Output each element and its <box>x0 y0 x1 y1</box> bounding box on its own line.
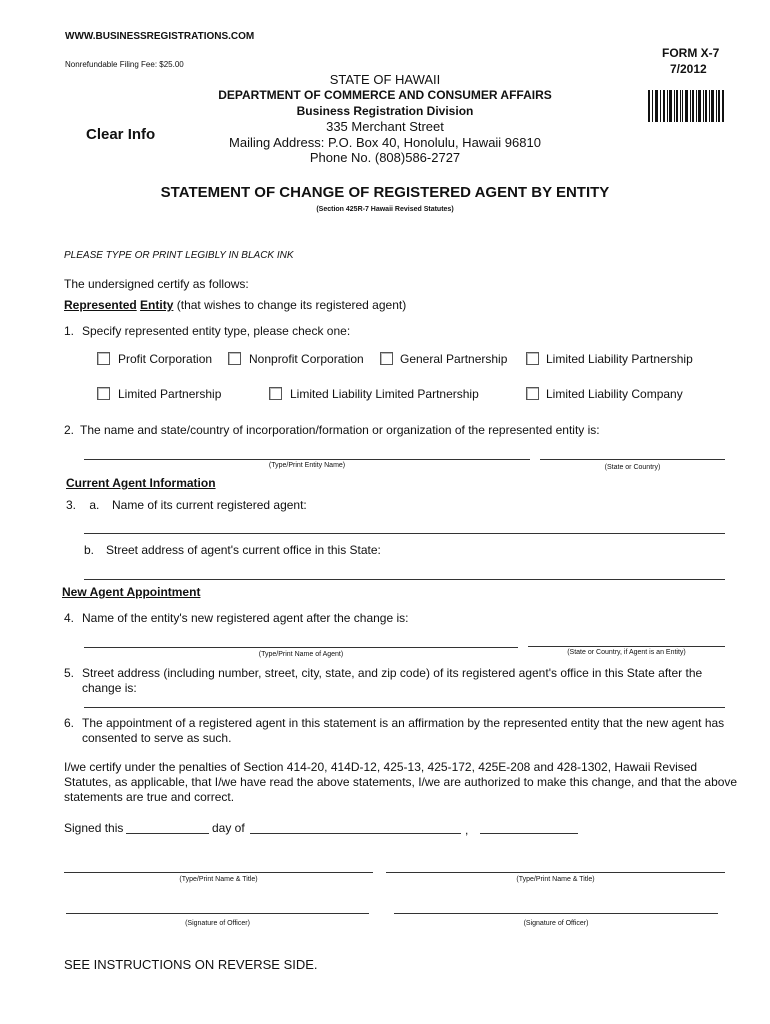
agency-department: DEPARTMENT OF COMMERCE AND CONSUMER AFFAIRS <box>218 88 552 102</box>
checkbox-limited-partnership[interactable] <box>97 387 110 400</box>
q3a-text: Name of its current registered agent: <box>112 498 307 512</box>
label-limited-partnership: Limited Partnership <box>118 387 222 401</box>
new-agent-name-caption: (Type/Print Name of Agent) <box>258 651 344 658</box>
agency-division: Business Registration Division <box>296 104 474 118</box>
form-date: 7/2012 <box>670 62 707 76</box>
website-url[interactable]: WWW.BUSINESSREGISTRATIONS.COM <box>65 31 255 42</box>
represented-entity-heading <box>64 298 406 312</box>
officer2-signature-caption: (Signature of Officer) <box>523 920 589 927</box>
agency-mailing-address: Mailing Address: P.O. Box 40, Honolulu, Hawaii 96810 <box>229 135 541 150</box>
agency-street: 335 Merchant Street <box>326 119 444 134</box>
entity-state-field[interactable] <box>540 459 725 460</box>
instructions-text: PLEASE TYPE OR PRINT LEGIBLY IN BLACK INK <box>64 250 294 261</box>
checkbox-limited-liability-limited-partnership[interactable] <box>269 387 282 400</box>
form-number: FORM X-7 <box>662 46 720 60</box>
q5-text-line1: Street address (including number, street, city, state, and zip code) of its registered agent's office in this State after the <box>82 666 703 680</box>
current-agent-address-field[interactable] <box>84 579 725 580</box>
officer1-signature-field[interactable] <box>66 913 369 914</box>
officer2-name-title-field[interactable] <box>386 872 725 873</box>
agency-phone: Phone No. (808)586-2727 <box>309 150 461 165</box>
q5-number: 5. <box>64 666 75 680</box>
certification-line3: statements are true and correct. <box>64 790 235 804</box>
label-general-partnership: General Partnership <box>400 352 508 366</box>
q1-number: 1. <box>64 324 75 338</box>
officer2-signature-field[interactable] <box>394 913 718 914</box>
officer2-name-title-caption: (Type/Print Name & Title) <box>516 876 595 883</box>
label-limited-liability-partnership: Limited Liability Partnership <box>546 352 693 366</box>
form-subtitle: (Section 425R-7 Hawaii Revised Statutes) <box>316 206 454 213</box>
new-agent-name-field[interactable] <box>84 647 518 648</box>
day-of-label: day of <box>212 821 245 835</box>
q4-text: Name of the entity's new registered agent after the change is: <box>82 611 409 625</box>
checkbox-profit-corporation[interactable] <box>97 352 110 365</box>
entity-name-field[interactable] <box>84 459 530 460</box>
checkbox-general-partnership[interactable] <box>380 352 393 365</box>
checkbox-limited-liability-partnership[interactable] <box>526 352 539 365</box>
officer1-name-title-field[interactable] <box>64 872 373 873</box>
certification-line1: I/we certify under the penalties of Section 414-20, 414D-12, 425-13, 425-172, 425E-208 and 428-1302, Hawaii Revised <box>64 760 698 774</box>
represented-heading-note: (that wishes to change its registered agent) <box>176 298 407 312</box>
signed-this-label: Signed this <box>64 821 124 835</box>
barcode-image <box>648 90 724 122</box>
entity-heading-word: Entity <box>140 298 174 312</box>
q3b-number: b. <box>84 543 95 557</box>
represented-heading-word: Represented <box>64 298 137 312</box>
q4-number: 4. <box>64 611 75 625</box>
clear-info-button[interactable]: Clear Info <box>86 126 156 143</box>
entity-state-caption: (State or Country) <box>604 464 661 471</box>
certify-intro: The undersigned certify as follows: <box>64 277 249 291</box>
entity-name-caption: (Type/Print Entity Name) <box>268 462 346 469</box>
q6-text-line1: The appointment of a registered agent in this statement is an affirmation by the represented entity that the new agent has <box>82 716 725 730</box>
signed-year-field[interactable] <box>480 833 578 834</box>
officer1-signature-caption: (Signature of Officer) <box>185 920 250 927</box>
agency-state: STATE OF HAWAII <box>329 72 441 87</box>
label-profit-corporation: Profit Corporation <box>118 352 213 366</box>
current-agent-heading: Current Agent Information <box>66 476 216 490</box>
signed-month-field[interactable] <box>250 833 461 834</box>
label-limited-liability-company: Limited Liability Company <box>546 387 683 401</box>
signed-day-field[interactable] <box>126 833 209 834</box>
new-agent-state-caption: (State or Country, if Agent is an Entity) <box>567 649 686 656</box>
form-title: STATEMENT OF CHANGE OF REGISTERED AGENT BY ENTITY <box>160 184 610 201</box>
checkbox-nonprofit-corporation[interactable] <box>228 352 241 365</box>
q2-text: The name and state/country of incorporation/formation or organization of the represented entity is: <box>80 423 600 437</box>
officer1-name-title-caption: (Type/Print Name & Title) <box>179 876 258 883</box>
new-agent-address-field[interactable] <box>84 707 725 708</box>
label-limited-liability-limited-partnership: Limited Liability Limited Partnership <box>290 387 479 401</box>
see-instructions-footer: SEE INSTRUCTIONS ON REVERSE SIDE. <box>64 957 318 972</box>
q3a-number: 3. a. <box>66 498 100 512</box>
signed-comma: , <box>465 823 469 837</box>
current-agent-name-field[interactable] <box>84 533 725 534</box>
q5-text-line2: change is: <box>82 681 137 695</box>
label-nonprofit-corporation: Nonprofit Corporation <box>249 352 364 366</box>
new-agent-state-field[interactable] <box>528 646 725 647</box>
filing-fee: Nonrefundable Filing Fee: $25.00 <box>65 60 184 69</box>
new-agent-heading: New Agent Appointment <box>62 585 201 599</box>
q1-text: Specify represented entity type, please check one: <box>82 324 351 338</box>
q6-number: 6. <box>64 716 75 730</box>
checkbox-limited-liability-company[interactable] <box>526 387 539 400</box>
q2-number: 2. <box>64 423 75 437</box>
q6-text-line2: consented to serve as such. <box>82 731 232 745</box>
certification-line2: Statutes, as applicable, that I/we have read the above statements, I/we are authorized to make this change, and that the above <box>64 775 738 789</box>
q3b-text: Street address of agent's current office in this State: <box>106 543 381 557</box>
